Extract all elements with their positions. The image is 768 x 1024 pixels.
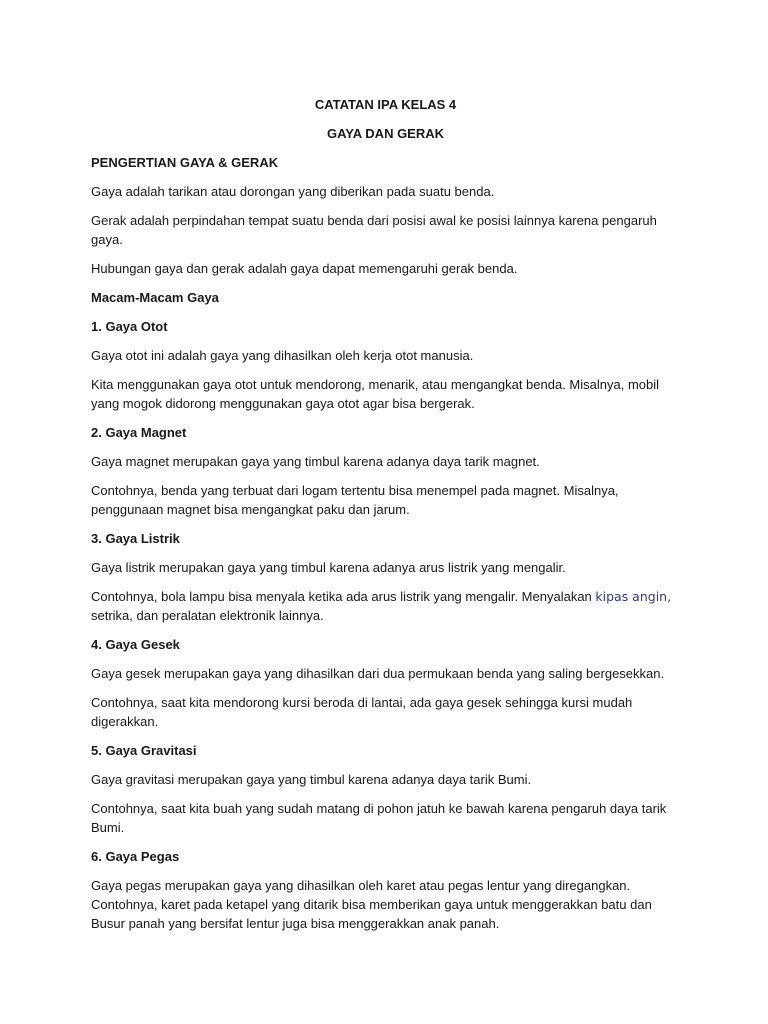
type-example-listrik [91, 587, 680, 625]
type-definition-gravitasi: Gaya gravitasi merupakan gaya yang timbul karena adanya daya tarik Bumi. [91, 772, 532, 787]
kipas-angin-link[interactable]: kipas angin, [595, 589, 672, 604]
section-heading: PENGERTIAN GAYA & GERAK [91, 155, 279, 170]
type-definition-gesek: Gaya gesek merupakan gaya yang dihasilkan dari dua permukaan benda yang saling bergesekkan. [91, 666, 665, 681]
type-example-gravitasi: Contohnya, saat kita buah yang sudah matang di pohon jatuh ke bawah karena pengaruh daya tarik Bumi. [91, 801, 667, 835]
type-definition-pegas: Gaya pegas merupakan gaya yang dihasilkan oleh karet atau pegas lentur yang diregangkan. Contohnya, karet pada ketapel yang ditarik bisa memberikan gaya untuk menggerakkan batu dan Busur panah yang bersifat lentur juga bisa menggerakkan anak panah. [91, 878, 652, 931]
type-example-magnet: Contohnya, benda yang terbuat dari logam tertentu bisa menempel pada magnet. Misalnya, penggunaan magnet bisa mengangkat paku dan jarum. [91, 483, 619, 517]
type-example-otot: Kita menggunakan gaya otot untuk mendorong, menarik, atau mengangkat benda. Misalnya, mobil yang mogok didorong menggunakan gaya otot agar bisa bergerak. [91, 377, 660, 411]
type-heading-gravitasi: 5. Gaya Gravitasi [91, 743, 197, 758]
paragraph-relation: Hubungan gaya dan gerak adalah gaya dapat memengaruhi gerak benda. [91, 261, 518, 276]
type-example-gesek: Contohnya, saat kita mendorong kursi beroda di lantai, ada gaya gesek sehingga kursi mudah digerakkan. [91, 695, 633, 729]
document-title: CATATAN IPA KELAS 4 [314, 97, 457, 112]
example-text-before: Contohnya, bola lampu bisa menyala ketika ada arus listrik yang mengalir. Menyalakan [91, 589, 596, 604]
document-subtitle: GAYA DAN GERAK [326, 126, 445, 141]
paragraph-gerak-definition: Gerak adalah perpindahan tempat suatu benda dari posisi awal ke posisi lainnya karena pengaruh gaya. [91, 213, 657, 247]
type-definition-listrik: Gaya listrik merupakan gaya yang timbul karena adanya arus listrik yang mengalir. [91, 560, 566, 575]
type-heading-otot: 1. Gaya Otot [91, 319, 168, 334]
paragraph-gaya-definition: Gaya adalah tarikan atau dorongan yang diberikan pada suatu benda. [91, 184, 495, 199]
type-heading-gesek: 4. Gaya Gesek [91, 637, 180, 652]
type-heading-pegas: 6. Gaya Pegas [91, 849, 180, 864]
type-definition-magnet: Gaya magnet merupakan gaya yang timbul karena adanya daya tarik magnet. [91, 454, 540, 469]
type-definition-otot: Gaya otot ini adalah gaya yang dihasilkan oleh kerja otot manusia. [91, 348, 474, 363]
types-heading: Macam-Macam Gaya [91, 290, 219, 305]
type-heading-listrik: 3. Gaya Listrik [91, 531, 180, 546]
type-heading-magnet: 2. Gaya Magnet [91, 425, 187, 440]
example-text-after: setrika, dan peralatan elektronik lainnya. [91, 608, 324, 623]
